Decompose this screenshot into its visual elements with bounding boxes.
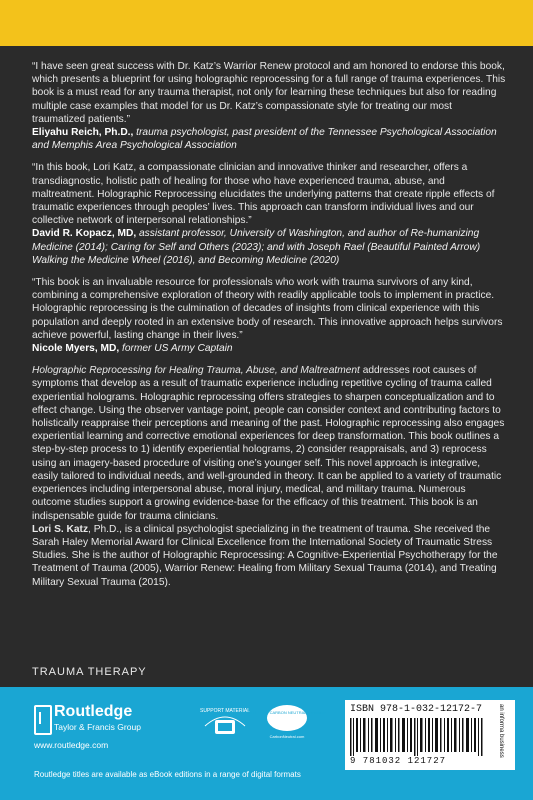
support-material-icon [200,700,250,742]
endorsement-quote: “In this book, Lori Katz, a compassionate clinician and innovative thinker and researcher, offers a transdiagnostic, holistic path of healing for those who have experienced trauma, abuse, and maltreatment. Holographic Reprocessing elucidates the underlying patterns that create ripple effects of traumatic experiences through peoples’ lives. This approach can transform individual lives and our collective network of interpersonal relationships.” [32,162,495,227]
endorser-name: Eliyahu Reich, Ph.D., [32,127,134,139]
endorser-name: Nicole Myers, MD, [32,343,120,355]
carbon-badge-site: CarbonNeutral.com [269,734,305,739]
publisher-name: Routledge [54,703,133,720]
endorsement-quote: “This book is an invaluable resource for professionals who work with trauma survivors of any kind, combining a comprehensive exploration of theory with readily applicable tools to implement in practice. Holographic reprocessing is the culmination of decades of insights from clinical experience with this population and deeply rooted in an extensive body of research. This innovative approach helps survivors achieve powerful, lasting change in their lives.” [32,277,503,341]
informa-tagline: an informa business [498,704,504,758]
endorsement-attribution [32,227,507,267]
author-name: Lori S. Katz [32,523,89,535]
book-title: Holographic Reprocessing for Healing Trauma, Abuse, and Maltreatment [32,365,360,377]
routledge-logo-icon [34,705,52,735]
endorsement-1 [32,60,507,152]
carbon-badge-text: CERTIFIED CARBON NEUTRAL publication [247,710,327,715]
barcode-digits: 9 781032 121727 [350,756,447,766]
carbon-neutral-icon [247,700,327,742]
series-label: TRAUMA THERAPY [32,666,147,678]
endorsement-attribution [32,126,507,152]
back-cover-text [32,60,507,589]
endorsement-quote: “I have seen great success with Dr. Katz’s Warrior Renew protocol and am honored to endorse this book, which presents a blueprint for using holographic reprocessing for a full range of trauma experiences. This book is a must read for any trauma therapist, not only for learning these techniques but also for reading multiple case examples that model for us Dr. Katz’s compassionate style for treating our most traumatized patients.” [32,61,506,125]
endorser-name: David R. Kopacz, MD, [32,228,137,240]
book-description [32,364,507,522]
description-body: addresses root causes of symptoms that develop as a result of traumatic experience including repetitive cycling of trauma called experiential holograms. Holographic reprocessing offers strategies to sharpen conceptualization and to effect change. Using the observer vantage point, people can consider context and contributing factors to holistically reappraise their perceptions and meaning of the past. Holographic reprocessing also engages experiential learning and corrective emotional experiences for deep transformation. This book outlines a step-by-step process to 1) identify experiential holograms, 2) consider reappraisals, and 3) reprocess using an imagery-based procedure of visiting one’s younger self. This novel approach is integrative, easily tailored to individual needs, and well-grounded in theory. It can be applied to a variety of traumatic experiences including interpersonal abuse, moral injury, medical, and military trauma. Numerous outcome studies support a growing evidence-base for the efficacy of this treatment. This book is an indispensable guide for trauma clinicians. [32,365,505,522]
endorser-role: former US Army Captain [119,343,233,355]
endorsement-3 [32,276,507,355]
publisher-website[interactable]: www.routledge.com [34,740,109,750]
barcode-icon [350,718,485,756]
support-badge-text: SUPPORT MATERIAL [199,708,251,714]
endorser-role: trauma psychologist, past president of the Tennessee Psychological Association and Memphis Area Psychological Association [32,127,497,152]
endorser-role: assistant professor, University of Washington, and author of Re-humanizing Medicine (2014); Caring for Self and Others (2023); and with Joseph Rael (Beautiful Painted Arrow) Walking the Medicine Wheel (2016), and Becoming Medicine (2020) [32,228,481,266]
author-bio-text: , Ph.D., is a clinical psychologist specializing in the treatment of trauma. She received the Sarah Haley Memorial Award for Clinical Excellence from the International Society of Traumatic Stress Studies. She is the author of Holographic Reprocessing: A Cognitive-Experiential Psychotherapy for the Treatment of Trauma (2005), Warrior Renew: Healing from Military Sexual Trauma (2014), and Treating Military Sexual Trauma (2015). [32,523,498,588]
endorsement-attribution [32,342,507,355]
ebook-note: Routledge titles are available as eBook editions in a range of digital formats [34,770,301,779]
isbn-label: ISBN 978-1-032-12172-7 [350,704,483,715]
publisher-subtitle: Taylor & Francis Group [54,722,141,732]
top-accent-bar [0,0,533,46]
endorsement-2 [32,161,507,267]
author-bio [32,523,507,589]
